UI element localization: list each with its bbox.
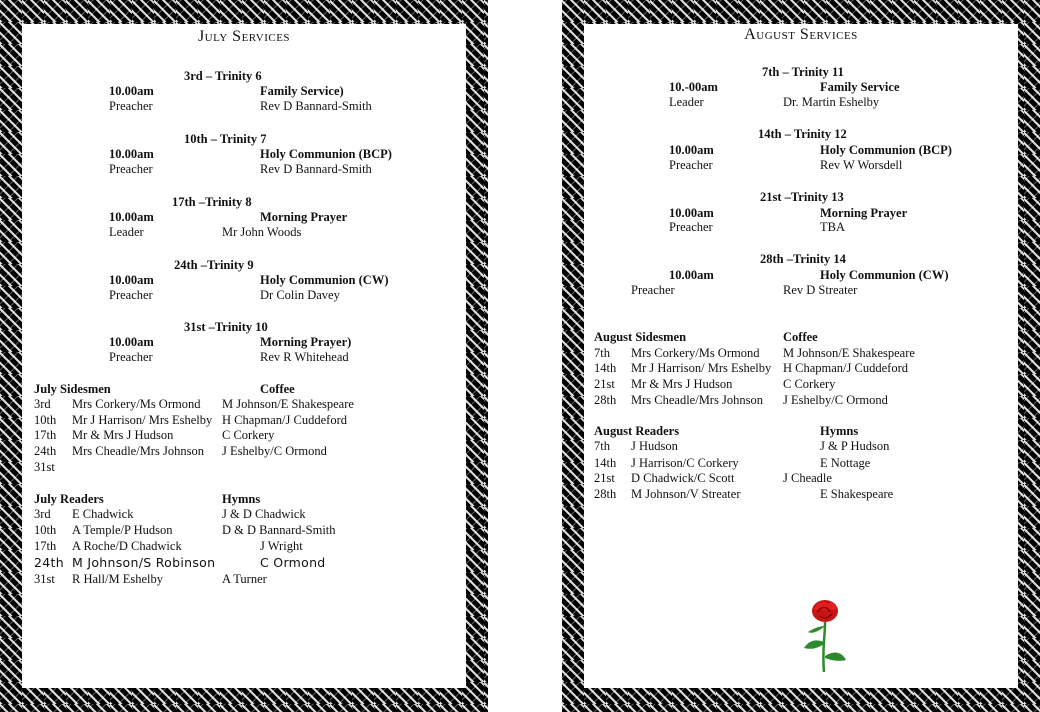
sidesmen-names: Mr J Harrison/ Mrs Eshelby <box>72 413 213 427</box>
sidesmen-date: 24th <box>34 444 57 458</box>
service-time: 10.00am <box>669 143 714 157</box>
reader-names: E Chadwick <box>72 507 134 521</box>
reader-names: A Roche/D Chadwick <box>72 539 182 553</box>
reader-names: J Hudson <box>631 439 678 453</box>
service-time: 10.00am <box>109 273 154 287</box>
sidesmen-names: Mr & Mrs J Hudson <box>72 428 174 442</box>
sidesmen-names: Mrs Cheadle/Mrs Johnson <box>631 393 763 407</box>
coffee-names: H Chapman/J Cuddeford <box>222 413 347 427</box>
service-person: Rev R Whitehead <box>260 350 349 364</box>
hymns-names: J Wright <box>260 539 303 553</box>
coffee-heading: Coffee <box>783 330 818 344</box>
sidesmen-date: 10th <box>34 413 57 427</box>
service-role: Preacher <box>109 288 153 302</box>
right-page-content <box>584 24 1018 688</box>
service-role: Preacher <box>631 283 675 297</box>
left-page <box>0 0 488 712</box>
service-heading: 31st –Trinity 10 <box>184 320 268 334</box>
service-name: Holy Communion (CW) <box>260 273 389 287</box>
service-time: 10.00am <box>109 84 154 98</box>
reader-date: 21st <box>594 471 615 485</box>
service-heading: 10th – Trinity 7 <box>184 132 267 146</box>
reader-names: D Chadwick/C Scott <box>631 471 735 485</box>
service-role: Preacher <box>109 350 153 364</box>
sidesmen-date: 7th <box>594 346 610 360</box>
coffee-names: J Eshelby/C Ormond <box>783 393 888 407</box>
reader-date: 24th <box>34 555 64 570</box>
hymns-names: D & D Bannard-Smith <box>222 523 336 537</box>
service-name: Morning Prayer <box>260 210 348 224</box>
service-role: Leader <box>109 225 144 239</box>
reader-names: M Johnson/V Streater <box>631 487 741 501</box>
reader-date: 28th <box>594 487 617 501</box>
service-role: Preacher <box>109 99 153 113</box>
service-time: 10.00am <box>669 206 714 220</box>
sidesmen-heading: July Sidesmen <box>34 382 111 396</box>
sidesmen-date: 3rd <box>34 397 51 411</box>
hymns-names: J & P Hudson <box>820 439 890 453</box>
reader-date: 7th <box>594 439 610 453</box>
reader-date: 31st <box>34 572 55 586</box>
rose-icon <box>798 598 854 674</box>
service-heading: 28th –Trinity 14 <box>760 252 846 266</box>
hymns-heading: Hymns <box>222 492 261 506</box>
reader-names: J Harrison/C Corkery <box>631 456 739 470</box>
reader-date: 3rd <box>34 507 51 521</box>
service-heading: 7th – Trinity 11 <box>762 65 844 79</box>
service-name: Holy Communion (BCP) <box>820 143 952 157</box>
coffee-heading: Coffee <box>260 382 295 396</box>
sidesmen-date: 28th <box>594 393 617 407</box>
service-person: Rev D Bannard-Smith <box>260 99 372 113</box>
service-person: Rev D Bannard-Smith <box>260 162 372 176</box>
service-name: Morning Prayer) <box>260 335 352 349</box>
coffee-names: C Corkery <box>222 428 275 442</box>
service-time: 10.00am <box>109 335 154 349</box>
coffee-names: M Johnson/E Shakespeare <box>783 346 915 360</box>
service-heading: 17th –Trinity 8 <box>172 195 252 209</box>
service-person: Dr. Martin Eshelby <box>783 95 880 109</box>
reader-date: 10th <box>34 523 57 537</box>
service-name: Family Service) <box>260 84 344 98</box>
right-page <box>562 0 1040 712</box>
service-person: Rev W Worsdell <box>820 158 903 172</box>
sidesmen-names: Mr J Harrison/ Mrs Eshelby <box>631 361 772 375</box>
sidesmen-names: Mrs Corkery/Ms Ormond <box>631 346 760 360</box>
hymns-names: E Nottage <box>820 456 871 470</box>
service-role: Preacher <box>669 220 713 234</box>
service-person: TBA <box>820 220 845 234</box>
service-role: Leader <box>669 95 704 109</box>
hymns-heading: Hymns <box>820 424 859 438</box>
sidesmen-date: 31st <box>34 460 55 474</box>
readers-heading: July Readers <box>34 492 104 506</box>
service-name: Holy Communion (BCP) <box>260 147 392 161</box>
service-name: Morning Prayer <box>820 206 908 220</box>
service-heading: 21st –Trinity 13 <box>760 190 844 204</box>
coffee-names: M Johnson/E Shakespeare <box>222 397 354 411</box>
sidesmen-names: Mrs Corkery/Ms Ormond <box>72 397 201 411</box>
hymns-names: E Shakespeare <box>820 487 894 501</box>
readers-heading: August Readers <box>594 424 680 438</box>
sidesmen-date: 17th <box>34 428 57 442</box>
page-title: July Services <box>197 28 291 45</box>
service-person: Dr Colin Davey <box>260 288 340 302</box>
sidesmen-names: Mr & Mrs J Hudson <box>631 377 733 391</box>
reader-names: A Temple/P Hudson <box>72 523 173 537</box>
service-person: Rev D Streater <box>783 283 858 297</box>
sidesmen-date: 21st <box>594 377 615 391</box>
reader-date: 14th <box>594 456 617 470</box>
service-time: 10.00am <box>109 210 154 224</box>
service-role: Preacher <box>109 162 153 176</box>
service-heading: 24th –Trinity 9 <box>174 258 254 272</box>
service-role: Preacher <box>669 158 713 172</box>
sidesmen-heading: August Sidesmen <box>594 330 687 344</box>
service-time: 10.00am <box>109 147 154 161</box>
left-page-content <box>22 24 466 688</box>
hymns-names: J Cheadle <box>783 471 832 485</box>
service-time: 10.00am <box>669 268 714 282</box>
coffee-names: H Chapman/J Cuddeford <box>783 361 908 375</box>
coffee-names: J Eshelby/C Ormond <box>222 444 327 458</box>
hymns-names: A Turner <box>222 572 267 586</box>
service-time: 10.-00am <box>669 80 718 94</box>
hymns-names: C Ormond <box>260 555 326 570</box>
service-heading: 3rd – Trinity 6 <box>184 69 262 83</box>
service-person: Mr John Woods <box>222 225 302 239</box>
reader-names: R Hall/M Eshelby <box>72 572 163 586</box>
page-title: August Services <box>744 26 858 43</box>
sidesmen-names: Mrs Cheadle/Mrs Johnson <box>72 444 204 458</box>
service-name: Family Service <box>820 80 900 94</box>
reader-date: 17th <box>34 539 57 553</box>
coffee-names: C Corkery <box>783 377 836 391</box>
reader-names: M Johnson/S Robinson <box>72 555 216 570</box>
service-heading: 14th – Trinity 12 <box>758 127 847 141</box>
sidesmen-date: 14th <box>594 361 617 375</box>
hymns-names: J & D Chadwick <box>222 507 306 521</box>
service-name: Holy Communion (CW) <box>820 268 949 282</box>
